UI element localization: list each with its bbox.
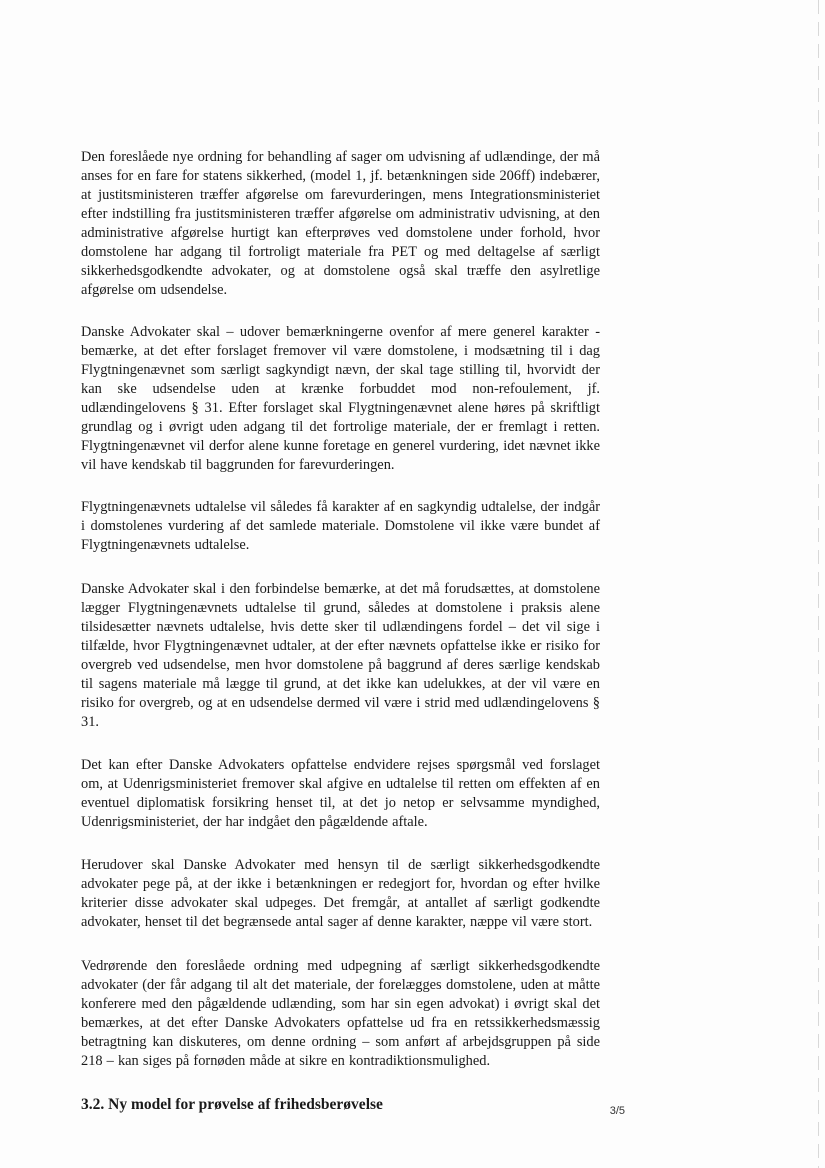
paragraph-expulsion-scheme: Den foreslåede nye ordning for behandling af sager om udvisning af udlændinge, der må anses for en fare for statens sikkerhed, (model 1, jf. betænkningen side 206ff) indebærer, at justitsministeren træffer afgørelse om farevurderingen, mens Integrationsministeriet efter indstilling fra justitsministeren træffer afgørelse om administrativ udvisning, at den administrative afgørelse hurtigt kan efterprøves ved domstolene under forhold, hvor domstolene har adgang til fortroligt materiale fra PET og med deltagelse af særligt sikkerhedsgodkendte advokater, og at domstolene også skal træffe den asylretlige afgørelse om udsendelse.: [81, 149, 600, 298]
document-body: [81, 148, 600, 1115]
section-heading: 3.2. Ny model for prøvelse af frihedsberøvelse: [81, 1096, 383, 1113]
page-number: 3/5: [609, 1105, 625, 1117]
paragraph-expert-statement: Flygtningenævnets udtalelse vil således få karakter af en sagkyndig udtalelse, der indgår i domstolenes vurdering af det samlede materiale. Domstolene vil ikke være bundet af Flygtningenævnets udtalelse.: [81, 499, 600, 553]
paragraph-diplomatic-assurance: Det kan efter Danske Advokaters opfattelse endvidere rejses spørgsmål ved forslaget om, at Udenrigsministeriet fremover skal afgive en udtalelse til retten om effekten af en eventuel diplomatisk forsikring henset til, at det jo netop er selvsamme myndighed, Udenrigsministeriet, der har indgået den pågældende aftale.: [81, 757, 600, 830]
scan-edge-line: [818, 0, 819, 1168]
paragraph-adversarial-principle: Vedrørende den foreslåede ordning med udpegning af særligt sikkerhedsgodkendte advokater (der får adgang til alt det materiale, der forelægges domstolene, uden at måtte konferere med den pågældende udlænding, som har sin egen advokat) i øvrigt skal det bemærkes, at det efter Danske Advokaters opfattelse ud fra en retssikkerhedsmæssig betragtning kan diskuteres, om denne ordning – som anført af arbejdsgruppen på side 218 – kan siges på fornøden måde at sikre en kontradiktionsmulighed.: [81, 958, 600, 1069]
paragraph-court-assumption: Danske Advokater skal i den forbindelse bemærke, at det må forudsættes, at domstolene lægger Flygtningenævnets udtalelse til grund, således at domstolene i praksis alene tilsidesætter nævnets udtalelse, hvis dette sker til udlændingens fordel – det vil sige i tilfælde, hvor Flygtningenævnet udtaler, at der efter nævnets opfattelse ikke er risiko for overgreb ved udsendelse, men hvor domstolene på baggrund af deres særlige kendskab til sagens materiale må lægge til grund, at det ikke kan udelukkes, at der vil være en risiko for overgreb, og at en udsendelse dermed vil være i strid med udlændingelovens § 31.: [81, 581, 600, 730]
paragraph-refugee-board-role: Danske Advokater skal – udover bemærkningerne ovenfor af mere generel karakter - bemærke, at det efter forslaget fremover vil være domstolene, i modsætning til i dag Flygtningenævnet som særligt sagkyndigt nævn, der skal tage stilling til, hvorvidt der kan ske udsendelse uden at krænke forbuddet mod non-refoulement, jf. udlændingelovens § 31. Efter forslaget skal Flygtningenævnet alene høres på skriftligt grundlag og i øvrigt uden adgang til det fortrolige materiale, der er fremlagt i retten. Flygtningenævnet vil derfor alene kunne foretage en generel vurdering, idet nævnet ikke vil have kendskab til baggrunden for farevurderingen.: [81, 324, 600, 473]
paragraph-security-cleared-lawyers: Herudover skal Danske Advokater med hensyn til de særligt sikkerhedsgodkendte advokater pege på, at der ikke i betænkningen er redegjort for, hvordan og efter hvilke kriterier disse advokater skal udpeges. Det fremgår, at antallet af særligt godkendte advokater, henset til det begrænsede antal sager af denne karakter, næppe vil være stort.: [81, 857, 600, 930]
